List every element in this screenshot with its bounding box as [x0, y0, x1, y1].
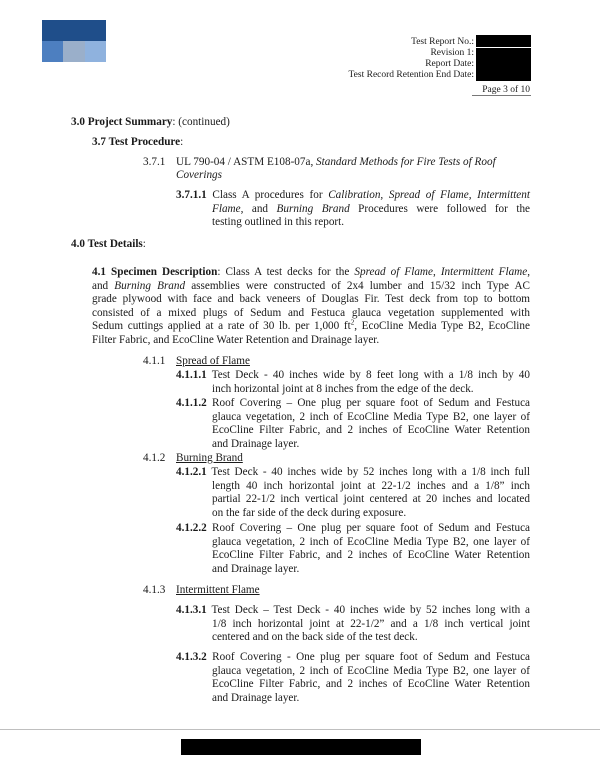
item-3-7-1-text: UL 790-04 / ASTM E108-07a, Standard Methods for Fire Tests of Roof: [176, 156, 496, 168]
logo-block-light: [85, 41, 106, 62]
redacted-footer: [181, 739, 421, 755]
item-4-1-2-1: 4.1.2.1 Test Deck - 40 inches wide by 52 inches long with a 1/8 inch full length 40 inch horizontal joint at 22-1/2 inches and a 1/8” inch partial 22-1/2 inch vertical joint centered at 20 inches and located on the far side of the deck during exposure.: [176, 466, 530, 519]
logo-block-mid: [42, 41, 63, 62]
item-3-7-1-number: 3.7.1: [143, 156, 166, 168]
item-4-1-3-2: 4.1.3.2 Roof Covering - One plug per square foot of Sedum and Festuca glauca vegetation, 2 inch of EcoCline Media Type B2, one layer of EcoCline Filter Fabric, and 2 inches of EcoCline Water Retention and Drainage layer.: [176, 651, 531, 704]
specimen-description: 4.1 Specimen Description: Class A test decks for the Spread of Flame, Intermittent Flame, and Burning Brand assemblies were constructed of 2x4 lumber and 15/32 inch Type AC grade plywood with face and back veneers of Douglas Fir. Test deck from top to bottom consisted of a mixed plugs of Sedum and Festuca glauca vegetation supplemented with Sedum cuttings applied at a rate of 30 lb. per 1,000 $ft^2$, EcoCline Media Type B2, EcoCline Filter Fabric, and EcoCline Water Retention and Drainage layer.: [92, 266, 531, 346]
item-3-7-1-text-cont: Coverings: [176, 169, 222, 181]
item-4-1-2-number: 4.1.2: [143, 452, 166, 464]
section-4-heading: 4.0 Test Details:: [71, 238, 146, 250]
item-4-1-2-2: 4.1.2.2 Roof Covering – One plug per square foot of Sedum and Festuca glauca vegetation, 2 inch of EcoCline Media Type B2, one layer of EcoCline Filter Fabric, and 2 inches of EcoCline Water Retention and Drainage layer.: [176, 522, 530, 575]
item-4-1-1-2: 4.1.1.2 Roof Covering – One plug per square foot of Sedum and Festuca glauca vegetation, 2 inch of EcoCline Media Type B2, one layer of EcoCline Filter Fabric, and 2 inches of EcoCline Water Retention and Drainage layer.: [176, 397, 530, 450]
item-4-1-3-number: 4.1.3: [143, 584, 166, 596]
item-4-1-1-title: Spread of Flame: [176, 355, 250, 367]
retention-date-label: Test Record Retention End Date:: [348, 70, 474, 80]
logo-gap: [63, 41, 85, 62]
item-4-1-1-number: 4.1.1: [143, 355, 166, 367]
test-procedure-heading: 3.7 Test Procedure:: [92, 136, 184, 148]
item-3-7-1-1: 3.7.1.1 Class A procedures for Calibration, Spread of Flame, Intermittent Flame, and Burning Brand Procedures were followed for the testing outlined in this report.: [176, 189, 531, 229]
footer-rule: [0, 729, 600, 730]
item-4-1-3-1: 4.1.3.1 Test Deck – Test Deck - 40 inches wide by 52 inches long with a 1/8 inch horizontal joint at 22-1/2” and a 1/8 inch vertical joint centered and on the back side of the test deck.: [176, 604, 530, 644]
page-number: Page 3 of 10: [482, 85, 530, 95]
item-4-1-1-1: 4.1.1.1 Test Deck - 40 inches wide by 8 feet long with a 1/8 inch by 40 inch horizontal joint at 8 inches from the edge of the deck.: [176, 369, 530, 395]
item-4-1-2-title: Burning Brand: [176, 452, 243, 464]
redacted-report-number: [476, 35, 531, 47]
company-logo: [42, 20, 106, 62]
item-4-1-3-title: Intermittent Flame: [176, 584, 260, 596]
redacted-dates: [476, 48, 531, 81]
section-3-heading: 3.0 Project Summary: (continued): [71, 116, 230, 128]
revision-label: Revision 1:: [430, 48, 474, 58]
report-number-label: Test Report No.:: [411, 37, 474, 47]
report-date-label: Report Date:: [425, 59, 474, 69]
header-rule: [472, 95, 531, 96]
